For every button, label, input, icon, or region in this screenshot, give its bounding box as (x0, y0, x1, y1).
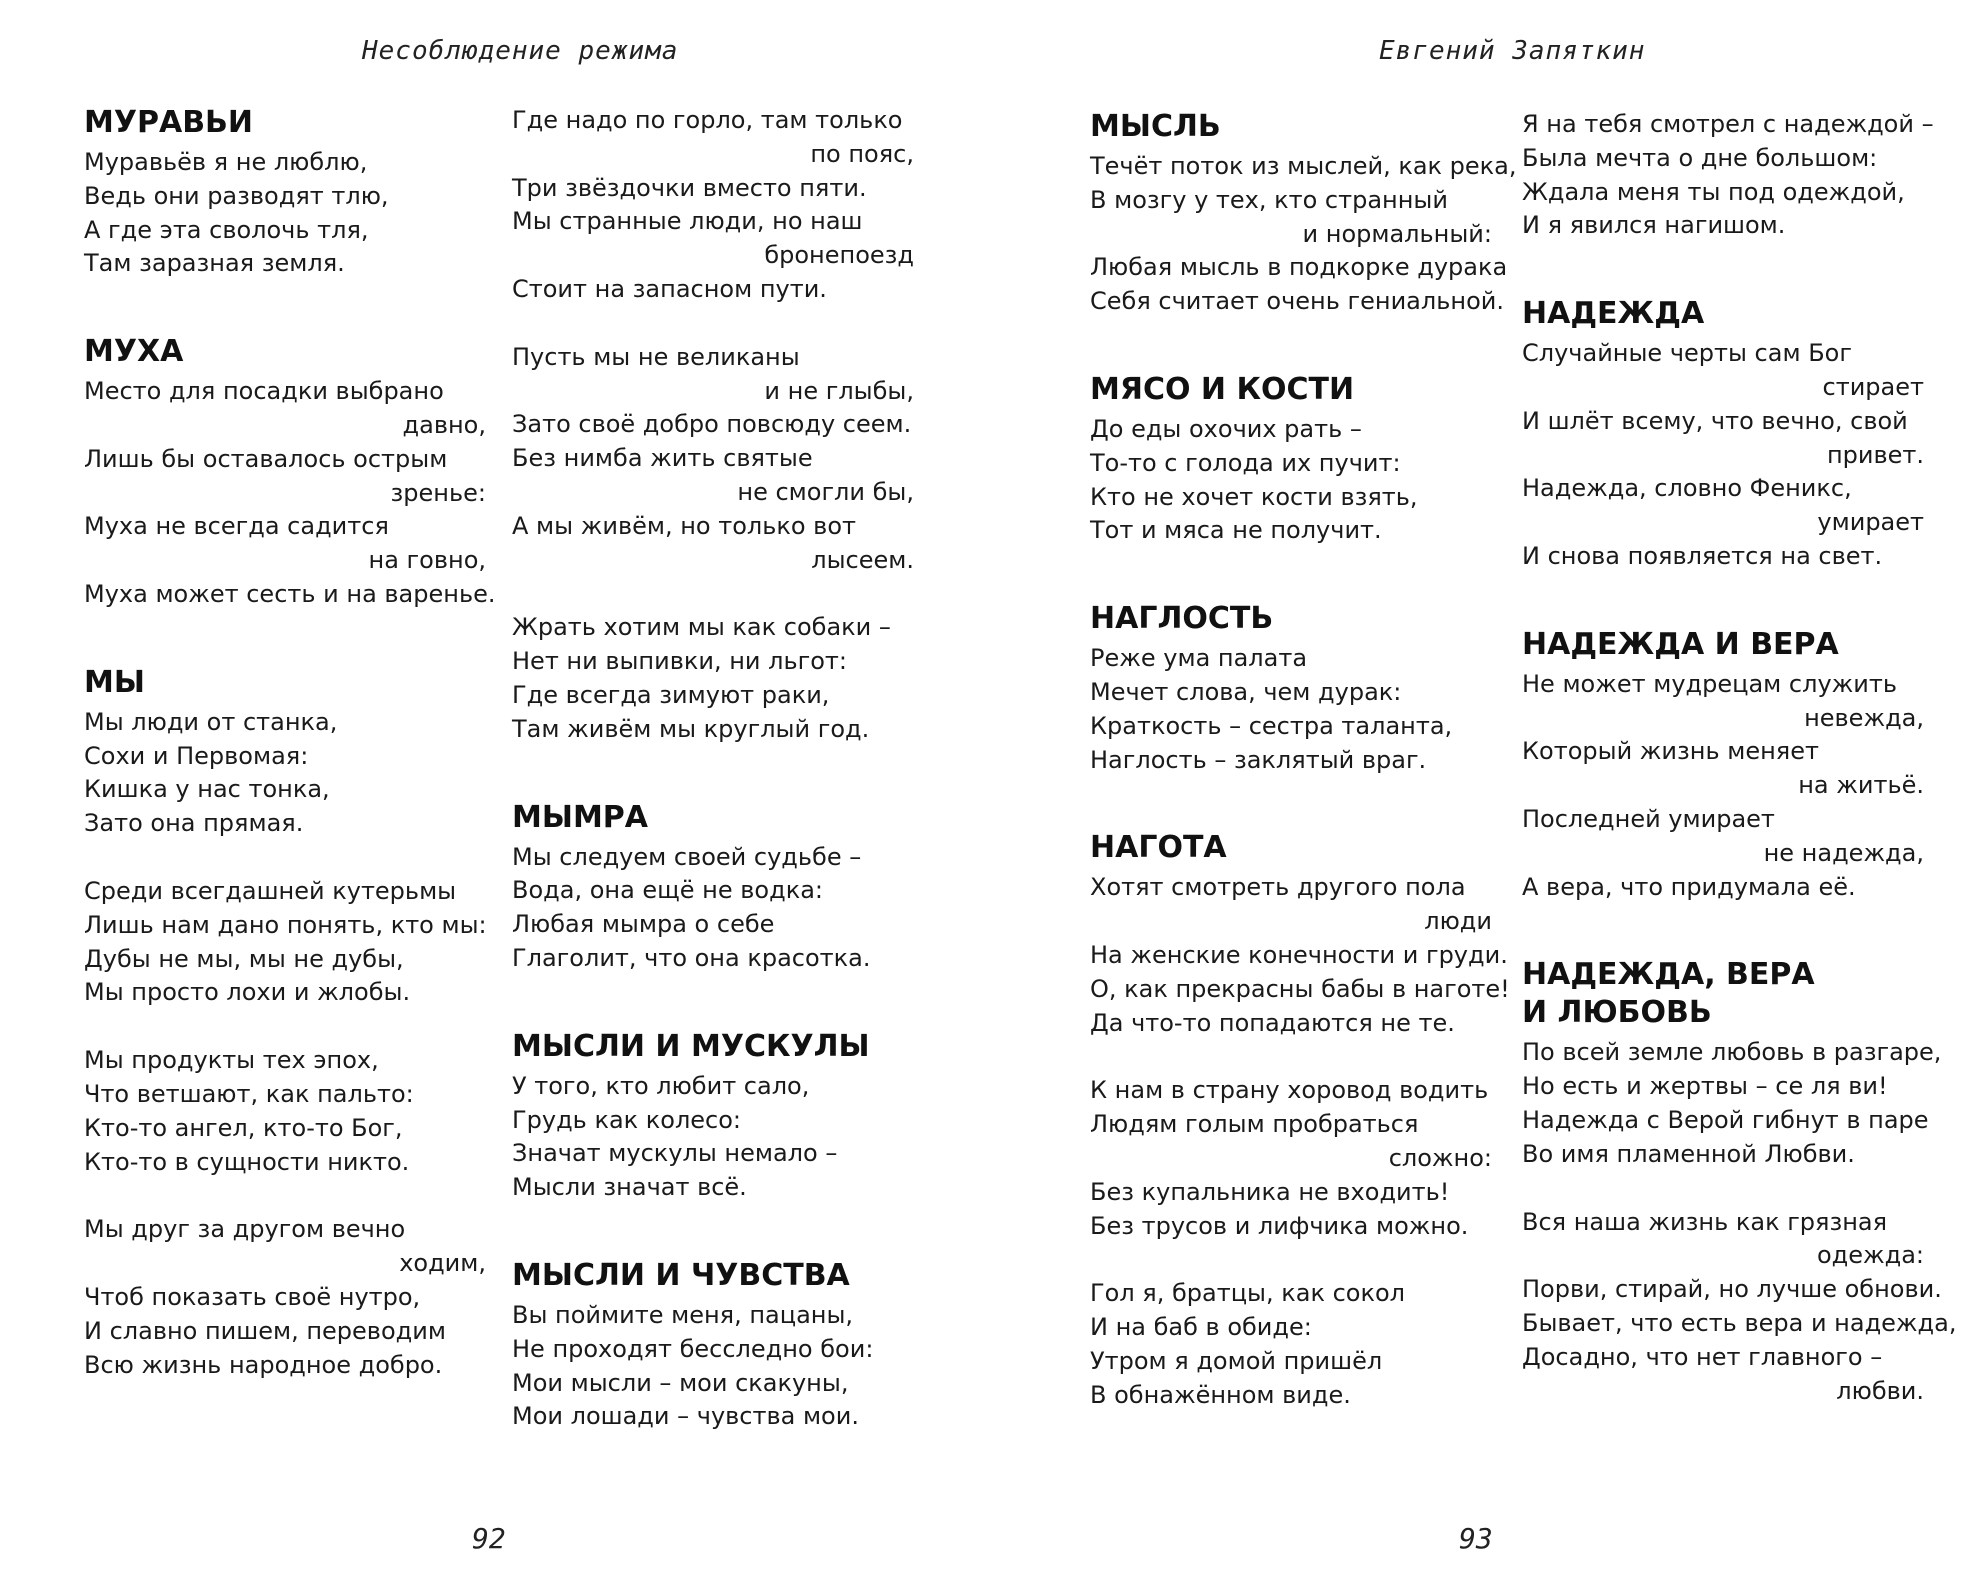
verse-line: Всю жизнь народное добро. (84, 1350, 443, 1379)
stanza (1090, 642, 1492, 777)
verse-line: Себя считает очень гениальной. (1090, 287, 1504, 316)
verse-line: и нормальный: (1302, 219, 1492, 248)
verse-line: Надежда с Верой гибнут в паре (1522, 1105, 1929, 1134)
verse-line: Надежда, словно Феникс, (1522, 474, 1852, 503)
verse-line: Реже ума палата (1090, 644, 1308, 673)
verse-line: Пусть мы не великаны (512, 342, 800, 371)
poem (1522, 108, 1934, 243)
verse-line: Без нимба жить святые (512, 444, 813, 473)
poem-title: НАДЕЖДА, ВЕРА И ЛЮБОВЬ (1522, 957, 1815, 1031)
running-head-right: Евгений Запяткин (1379, 36, 1646, 66)
verse-line: Где всегда зимуют раки, (512, 680, 830, 709)
poem-title: НАГОТА (1090, 830, 1227, 866)
poem (1522, 295, 1924, 574)
verse-line: Была мечта о дне большом: (1522, 143, 1878, 172)
verse-line: Случайные черты сам Бог (1522, 339, 1852, 368)
right-column-2 (1522, 108, 1957, 1460)
verse-line: В мозгу у тех, кто странный (1090, 185, 1448, 214)
verse-line: на житьё. (1798, 771, 1924, 800)
verse-line: Среди всегдашней кутерьмы (84, 876, 457, 905)
verse-line: Мы люди от станка, (84, 707, 338, 736)
verse-line: Мысли значат всё. (512, 1173, 747, 1202)
poem (1090, 829, 1510, 1412)
verse-line: Ждала меня ты под одеждой, (1522, 177, 1905, 206)
verse-line: Течёт поток из мыслей, как река, (1090, 152, 1517, 180)
verse-line: Тот и мяса не получит. (1090, 516, 1382, 545)
verse-line: То-то с голода их пучит: (1090, 448, 1401, 477)
poem-title: МЫ (84, 664, 145, 700)
poem (1522, 626, 1924, 905)
verse-line: Да что-то попадаются не те. (1090, 1008, 1455, 1037)
verse-line: Глаголит, что она красотка. (512, 943, 871, 972)
verse-line: На женские конечности и груди. (1090, 940, 1508, 969)
verse-line: А вера, что придумала её. (1522, 872, 1856, 901)
verse-line: У того, кто любит сало, (512, 1071, 810, 1100)
poem (1090, 371, 1492, 548)
verse-line: умирает (1817, 508, 1924, 537)
verse-line: Чтоб показать своё нутро, (84, 1282, 421, 1311)
verse-line: и не глыбы, (764, 376, 914, 405)
verse-line: Мои лошади – чувства мои. (512, 1402, 859, 1431)
stanza (84, 146, 486, 281)
poem (512, 799, 914, 976)
verse-line: давно, (402, 410, 486, 439)
verse-line: И шлёт всему, что вечно, свой (1522, 406, 1908, 435)
verse-line: Жрать хотим мы как собаки – (512, 613, 891, 642)
stanza (1522, 1036, 1942, 1171)
running-head-left: Несоблюдение режима (362, 36, 679, 66)
verse-line: Дубы не мы, мы не дубы, (84, 944, 404, 973)
verse-line: По всей земле любовь в разгаре, (1522, 1038, 1942, 1067)
poem (1090, 600, 1492, 777)
stanza (1090, 1074, 1492, 1243)
verse-line: Без трусов и лифчика можно. (1090, 1211, 1469, 1240)
verse-line: Муравьёв я не люблю, (84, 148, 368, 176)
verse-line: И я явился нагишом. (1522, 211, 1786, 240)
stanza (512, 104, 914, 307)
left-column-2 (512, 104, 914, 1486)
verse-line: Сохи и Первомая: (84, 741, 309, 770)
poem-title: МЫСЛИ И МУСКУЛЫ (512, 1028, 870, 1064)
verse-line: привет. (1826, 440, 1924, 469)
verse-line: Порви, стирай, но лучше обнови. (1522, 1275, 1942, 1304)
verse-line: В обнажённом виде. (1090, 1380, 1351, 1409)
poem-title: НАДЕЖДА (1522, 296, 1705, 332)
verse-line: по пояс, (810, 139, 914, 168)
poem-title: МЯСО И КОСТИ (1090, 371, 1355, 407)
poem (84, 664, 486, 1383)
stanza (1090, 1277, 1492, 1412)
verse-line: Грудь как колесо: (512, 1105, 742, 1134)
verse-line: Что ветшают, как пальто: (84, 1079, 414, 1108)
verse-line: Мы странные люди, но наш (512, 207, 863, 236)
verse-line: Последней умирает (1522, 804, 1775, 833)
verse-line: Кто-то ангел, кто-то Бог, (84, 1113, 403, 1142)
verse-line: Бывает, что есть вера и надежда, (1522, 1308, 1957, 1337)
verse-line: Вся наша жизнь как грязная (1522, 1207, 1888, 1236)
poem-title: МУХА (84, 334, 184, 370)
verse-line: бронепоезд (764, 241, 914, 270)
stanza (1090, 413, 1492, 548)
verse-line: не смогли бы, (737, 477, 914, 506)
verse-line: Который жизнь меняет (1522, 737, 1819, 766)
verse-line: сложно: (1388, 1143, 1492, 1172)
verse-line: Кишка у нас тонка, (84, 775, 330, 804)
verse-line: Зато она прямая. (84, 809, 304, 838)
verse-line: Значат мускулы немало – (512, 1139, 838, 1168)
verse-line: Три звёздочки вместо пяти. (512, 173, 867, 202)
poem (84, 333, 496, 612)
verse-line: любви. (1836, 1376, 1924, 1405)
verse-line: Любая мысль в подкорке дурака (1090, 253, 1508, 282)
verse-line: Мечет слова, чем дурак: (1090, 677, 1402, 706)
verse-line: Мы друг за другом вечно (84, 1215, 406, 1244)
verse-line: стирает (1822, 372, 1924, 401)
poem (512, 1257, 914, 1434)
verse-line: Наглость – заклятый враг. (1090, 745, 1427, 774)
verse-line: Досадно, что нет главного – (1522, 1342, 1883, 1371)
verse-line: зренье: (390, 478, 486, 507)
verse-line: Во имя пламенной Любви. (1522, 1139, 1855, 1168)
verse-line: Людям голым пробраться (1090, 1110, 1419, 1139)
verse-line: Стоит на запасном пути. (512, 274, 827, 303)
verse-line: невежда, (1804, 703, 1924, 732)
right-column-1 (1090, 108, 1517, 1465)
stanza (84, 875, 486, 1010)
verse-line: Где надо по горло, там только (512, 106, 903, 134)
verse-line: Гол я, братцы, как сокол (1090, 1279, 1405, 1308)
poem-title: МЫМРА (512, 799, 648, 835)
poem-title: НАДЕЖДА И ВЕРА (1522, 626, 1839, 662)
verse-line: Место для посадки выбрано (84, 377, 444, 406)
poem (512, 104, 914, 747)
poem (512, 1028, 914, 1205)
verse-line: Мои мысли – мои скакуны, (512, 1368, 849, 1397)
verse-line: О, как прекрасны бабы в наготе! (1090, 974, 1510, 1003)
page-number-right: 93 (1459, 1522, 1493, 1555)
stanza (512, 1299, 914, 1434)
verse-line: Ведь они разводят тлю, (84, 181, 389, 210)
page-number-left: 92 (472, 1522, 506, 1555)
verse-line: Без купальника не входить! (1090, 1177, 1450, 1206)
verse-line: Лишь бы оставалось острым (84, 444, 448, 473)
poem-title: НАГЛОСТЬ (1090, 601, 1274, 637)
verse-line: А мы живём, но только вот (512, 511, 856, 540)
verse-line: Там заразная земля. (84, 249, 345, 278)
verse-line: Мы продукты тех эпох, (84, 1046, 379, 1075)
verse-line: Любая мымра о себе (512, 910, 775, 939)
verse-line: Лишь нам дано понять, кто мы: (84, 910, 487, 939)
verse-line: Не может мудрецам служить (1522, 669, 1897, 698)
stanza (84, 1044, 486, 1179)
stanza (84, 375, 496, 612)
verse-line: одежда: (1816, 1241, 1924, 1270)
verse-line: Я на тебя смотрел с надеждой – (1522, 110, 1934, 138)
verse-line: ходим, (399, 1249, 486, 1278)
verse-line: А где эта сволочь тля, (84, 215, 369, 244)
verse-line: К нам в страну хоровод водить (1090, 1076, 1489, 1105)
verse-line: Утром я домой пришёл (1090, 1346, 1383, 1375)
poem (1522, 956, 1957, 1408)
stanza (1522, 108, 1934, 243)
verse-line: Не проходят бесследно бои: (512, 1334, 874, 1363)
poem (84, 104, 486, 281)
verse-line: Кто-то в сущности никто. (84, 1147, 410, 1176)
stanza (512, 341, 914, 578)
verse-line: Там живём мы круглый год. (512, 714, 870, 743)
verse-line: Муха может сесть и на варенье. (84, 579, 496, 608)
verse-line: Мы следуем своей судьбе – (512, 842, 862, 871)
poem-title: МУРАВЬИ (84, 105, 254, 140)
verse-line: Хотят смотреть другого пола (1090, 873, 1466, 902)
stanza (84, 706, 486, 841)
verse-line: люди (1424, 907, 1492, 936)
poem-title: МЫСЛЬ (1090, 109, 1221, 144)
right-page (987, 0, 1974, 1575)
stanza (84, 1213, 486, 1382)
poem-title: МЫСЛИ И ЧУВСТВА (512, 1257, 850, 1293)
verse-line: Кто не хочет кости взять, (1090, 482, 1418, 511)
stanza (1522, 1206, 1957, 1409)
verse-line: Вы поймите меня, пацаны, (512, 1300, 854, 1329)
verse-line: на говно, (368, 546, 486, 575)
verse-line: лысеем. (811, 545, 914, 574)
verse-line: не надежда, (1763, 838, 1924, 867)
verse-line: Краткость – сестра таланта, (1090, 711, 1453, 740)
verse-line: До еды охочих рать – (1090, 414, 1362, 443)
verse-line: И славно пишем, переводим (84, 1316, 446, 1345)
stanza (1522, 337, 1924, 574)
stanza (1522, 668, 1924, 905)
stanza (1090, 150, 1517, 319)
stanza (512, 611, 914, 746)
verse-line: Мы просто лохи и жлобы. (84, 978, 411, 1007)
stanza (512, 1070, 914, 1205)
verse-line: Нет ни выпивки, ни льгот: (512, 647, 847, 676)
verse-line: И снова появляется на свет. (1522, 541, 1883, 570)
poem (1090, 108, 1517, 319)
stanza (512, 841, 914, 976)
verse-line: Муха не всегда садится (84, 512, 389, 541)
verse-line: Вода, она ещё не водка: (512, 876, 823, 905)
left-column-1 (84, 104, 496, 1434)
verse-line: И на баб в обиде: (1090, 1313, 1312, 1342)
stanza (1090, 871, 1510, 1040)
verse-line: Зато своё добро повсюду сеем. (512, 410, 912, 439)
verse-line: Но есть и жертвы – се ля ви! (1522, 1072, 1888, 1101)
